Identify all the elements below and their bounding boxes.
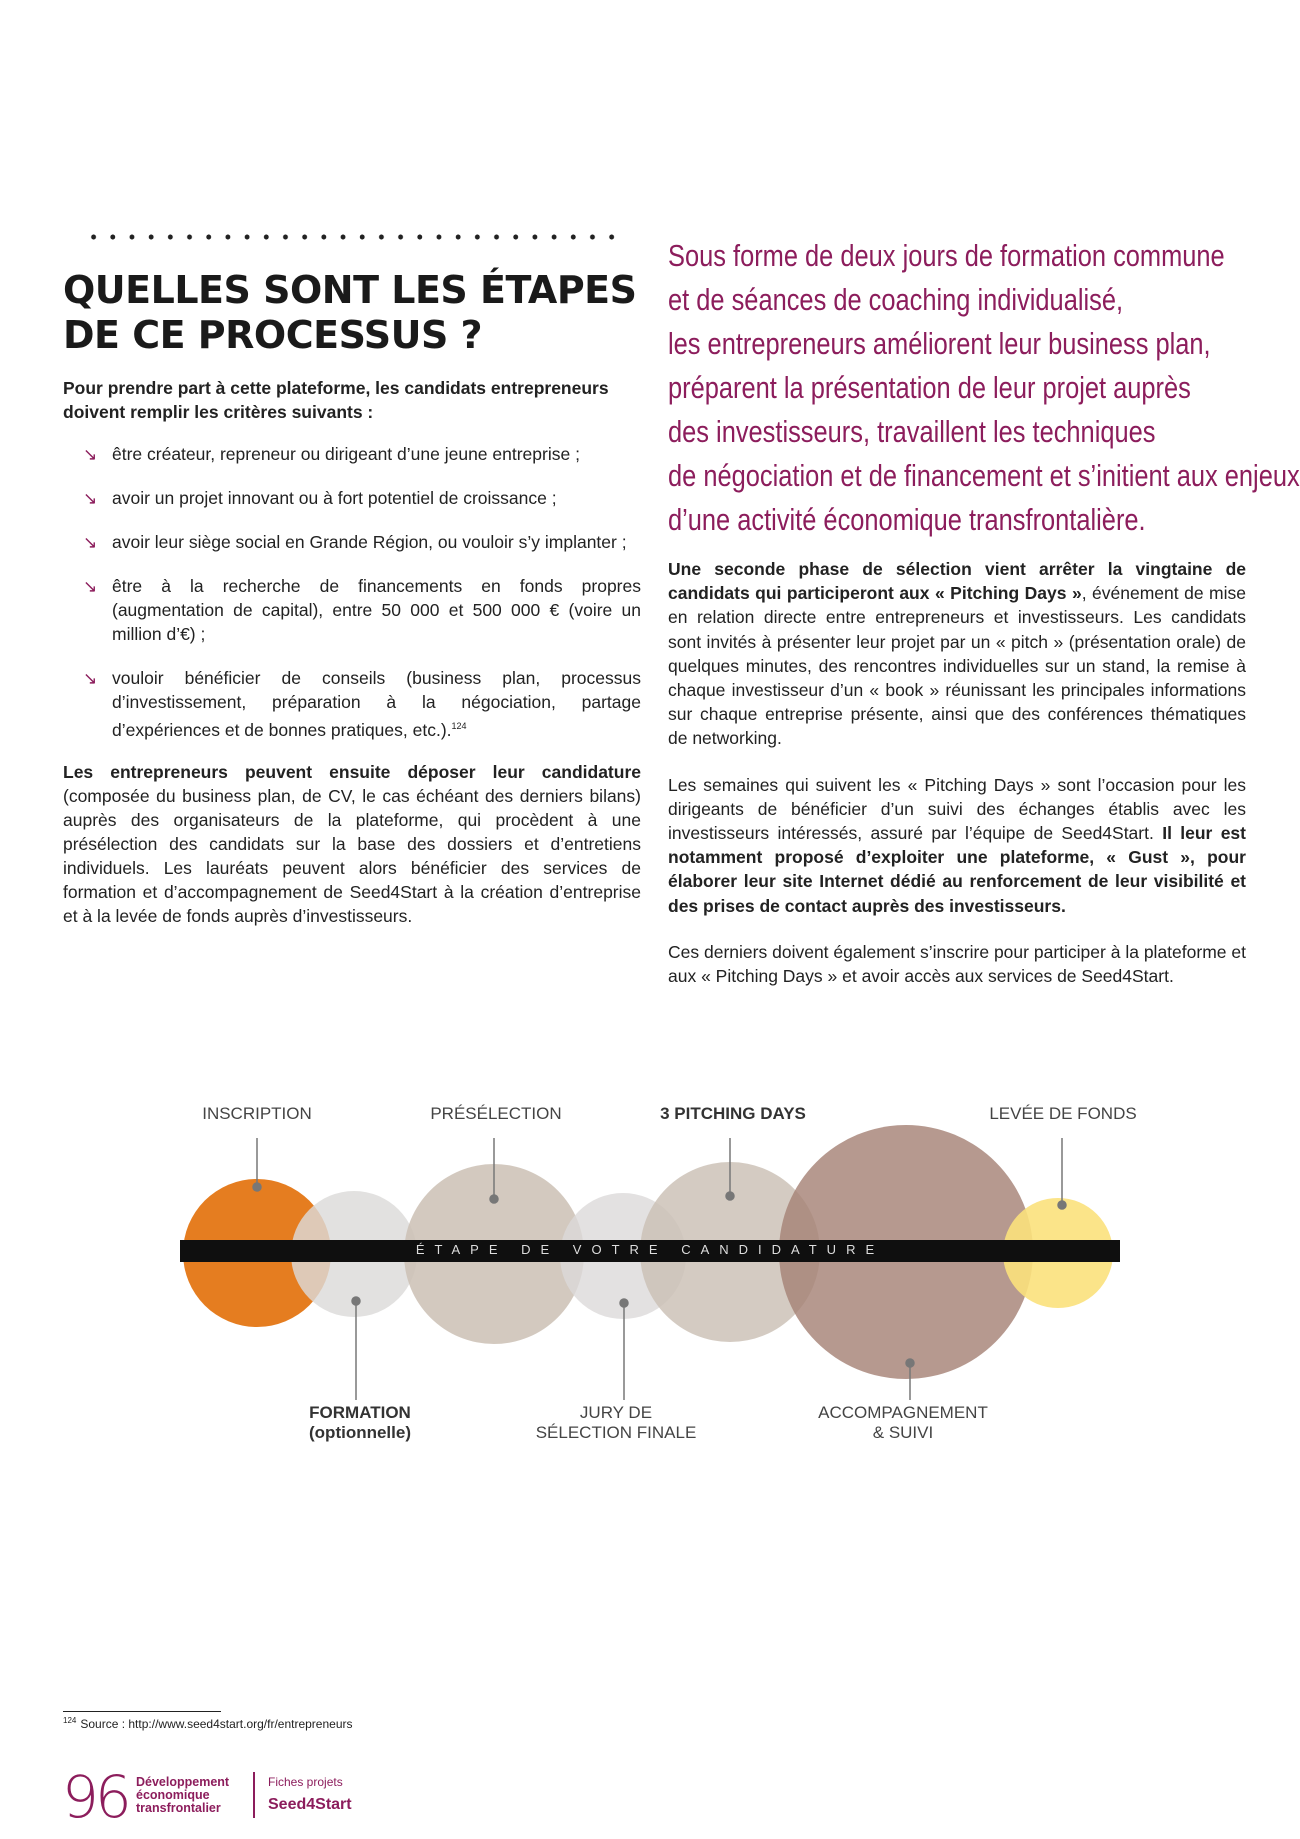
pitching-days-paragraph: Une seconde phase de sélection vient arrêter la vingtaine de candidats qui participeront aux « Pitching Days », événement de mise en relation directe entre entrepreneurs et investisseurs. Les candidats sont invités à présenter leur projet par un « pitch » (présentation orale) de quelques minutes, des rencontres individuelles sur un stand, la remise à chaque investisseur d’un « book » réunissant les principales informations sur chaque entreprise présente, ainsi que des conférences thématiques de networking. (668, 559, 1246, 749)
section-title: Développement économique transfrontalier (136, 1775, 230, 1815)
dot-jury (620, 1299, 628, 1307)
label-levee-de-fonds: LEVÉE DE FONDS (989, 1104, 1137, 1123)
list-item: ↘ être à la recherche de financements en fonds propres (augmentation de capital), entre 50 000 et 500 000 € (voire un million d’€) ; (83, 576, 641, 644)
footer-divider (253, 1772, 255, 1818)
dot-inscription (253, 1183, 261, 1191)
fiches-label: Fiches projets (268, 1775, 343, 1789)
follow-up-paragraph: Les semaines qui suivent les « Pitching Days » sont l’occasion pour les dirigeants de bénéficier d’un suivi des échanges établis avec les investisseurs intéressés, assuré par l’équipe de Seed4Start. Il leur est notamment proposé d’exploiter une plateforme, « Gust », pour élaborer leur site Internet dédié au renforcement de leur visibilité et des prises de contact auprès des investisseurs. (668, 774, 1246, 916)
quote-line: des investisseurs, travaillent les techniques (668, 414, 1156, 449)
dot-preselection (490, 1195, 498, 1203)
list-item: ↘ avoir un projet innovant ou à fort potentiel de croissance ; (63, 486, 641, 510)
left-column (63, 376, 641, 928)
right-column (668, 557, 1246, 1010)
arrow-down-right-icon: ↘ (83, 577, 98, 596)
criteria-intro: Pour prendre part à cette plateforme, les candidats entrepreneurs doivent remplir les critères suivants : (63, 378, 609, 422)
footnote-text: Source : http://www.seed4start.org/fr/entrepreneurs (80, 1717, 353, 1731)
dot-pitching (726, 1192, 734, 1200)
label-formation: FORMATION (optionnelle) (309, 1403, 411, 1442)
dot-formation (352, 1297, 360, 1305)
process-diagram (0, 1090, 1300, 1470)
list-item: ↘ vouloir bénéficier de conseils (business plan, processus d’investissement, préparation à la négociation, partage d’expériences et de bonnes pratiques, etc.).$^{124}$ (83, 668, 641, 740)
label-pitching-days: 3 PITCHING DAYS (660, 1104, 806, 1123)
quote-line: de négociation et de financement et s’initient aux enjeux (668, 458, 1300, 493)
footnote-ref: 124 (451, 721, 467, 731)
list-item: ↘ être créateur, repreneur ou dirigeant d’une jeune entreprise ; (63, 442, 641, 466)
project-name: Seed4Start (268, 1796, 352, 1813)
arrow-down-right-icon: ↘ (83, 533, 98, 552)
quote-line: préparent la présentation de leur projet auprès (668, 370, 1191, 405)
footnote-rule (63, 1711, 221, 1712)
label-inscription: INSCRIPTION (202, 1104, 312, 1123)
dot-levee (1058, 1201, 1066, 1209)
list-item: ↘ avoir leur siège social en Grande Région, ou vouloir s’y implanter ; (63, 530, 641, 554)
quote-line: et de séances de coaching individualisé, (668, 282, 1124, 317)
dotted-rule (84, 232, 624, 242)
label-preselection: PRÉSÉLECTION (430, 1104, 562, 1123)
quote-line: les entrepreneurs améliorent leur business plan, (668, 326, 1211, 361)
label-jury: JURY DE SÉLECTION FINALE (535, 1403, 697, 1442)
footnote-number: 124 (63, 1716, 77, 1725)
dot-accompagnement (906, 1359, 914, 1367)
page-number: 96 (62, 1763, 128, 1831)
heading-line-1: QUELLES SONT LES ÉTAPES (63, 268, 637, 312)
arrow-down-right-icon: ↘ (83, 669, 98, 688)
footnote (63, 1716, 353, 1731)
arrow-down-right-icon: ↘ (83, 445, 98, 464)
criteria-list (63, 442, 641, 742)
page-heading (63, 268, 637, 358)
label-accompagnement: ACCOMPAGNEMENT & SUIVI (818, 1403, 988, 1442)
registration-paragraph: Ces derniers doivent également s’inscrire pour participer à la plateforme et aux « Pitching Days » et avoir accès aux services de Seed4Start. (668, 941, 1246, 987)
bar-label: ÉTAPE DE VOTRE CANDIDATURE (415, 1242, 885, 1257)
arrow-down-right-icon: ↘ (83, 489, 98, 508)
candidature-paragraph: Les entrepreneurs peuvent ensuite déposer leur candidature (composée du business plan, de CV, le cas échéant des derniers bilans) auprès des organisateurs de la plateforme, qui procèdent à une présélection des candidats sur la base des dossiers et d’entretiens individuels. Les lauréats peuvent alors bénéficier des services de formation et d’accompagnement de Seed4Start à la création d’entreprise et à la levée de fonds auprès d’investisseurs. (63, 761, 641, 926)
quote-line: Sous forme de deux jours de formation commune (668, 238, 1225, 273)
heading-line-2: DE CE PROCESSUS ? (63, 313, 483, 357)
quote-line: d’une activité économique transfrontalière. (668, 502, 1146, 537)
pull-quote (668, 234, 1300, 542)
